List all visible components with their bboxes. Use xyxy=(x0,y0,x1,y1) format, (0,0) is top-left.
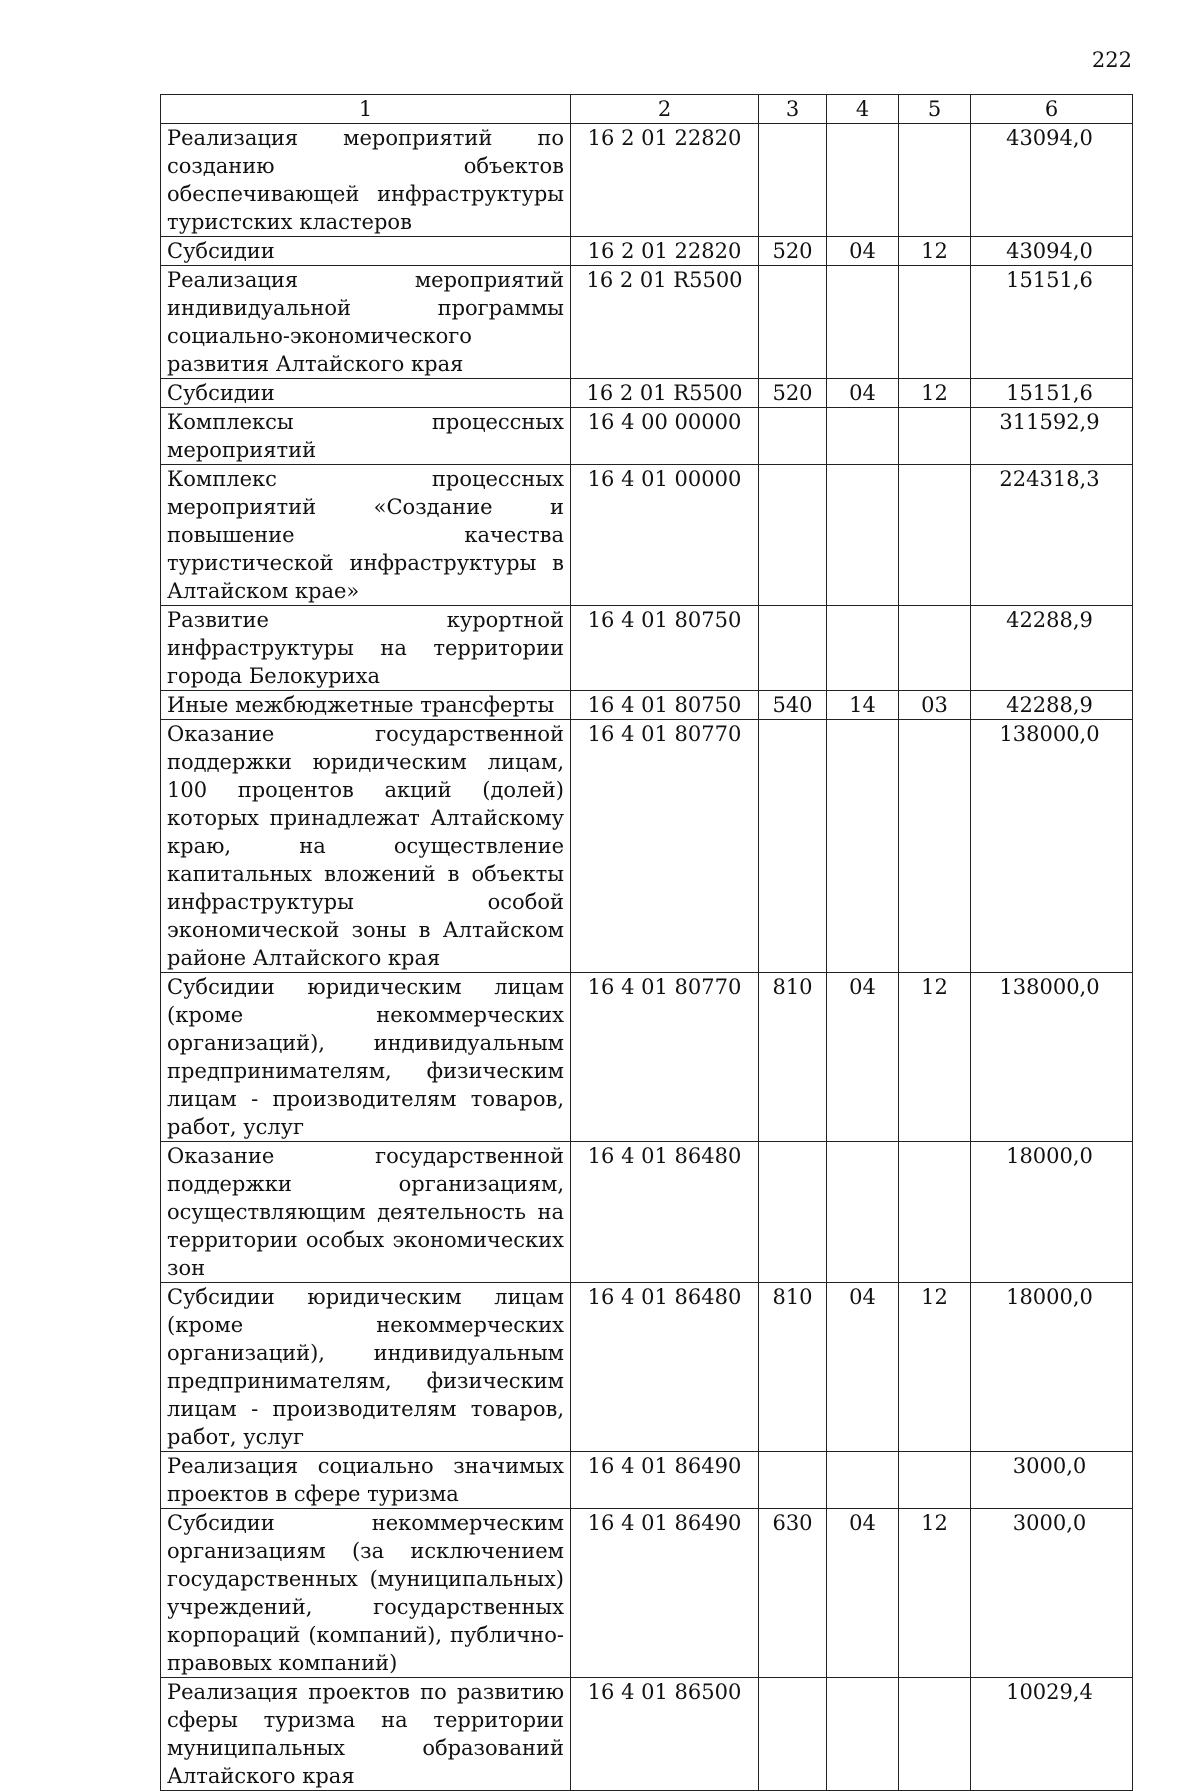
row-amount-cell: 15151,6 xyxy=(971,379,1133,408)
header-cell: 6 xyxy=(971,95,1133,124)
row-code-cell: 16 4 01 80770 xyxy=(571,973,759,1142)
row-col4-cell xyxy=(827,720,899,973)
row-amount-cell: 43094,0 xyxy=(971,124,1133,237)
row-col4-cell: 04 xyxy=(827,1283,899,1452)
row-col4-cell: 14 xyxy=(827,691,899,720)
row-name-cell: Реализация проектов по развитию сферы туризма на территории муниципальных образований Алтайского края xyxy=(161,1678,571,1791)
table-row xyxy=(161,1452,1133,1509)
row-name-cell: Субсидии юридическим лицам (кроме некоммерческих организаций), индивидуальным предпринимателям, физическим лицам - производителям товаров, работ, услуг xyxy=(161,1283,571,1452)
row-col3-cell xyxy=(759,606,827,691)
row-col4-cell xyxy=(827,408,899,465)
row-code-cell: 16 2 01 22820 xyxy=(571,124,759,237)
row-amount-cell: 3000,0 xyxy=(971,1509,1133,1678)
row-col3-cell xyxy=(759,124,827,237)
row-name-cell: Субсидии некоммерческим организациям (за исключением государственных (муниципальных) учреждений, государственных корпораций (компаний), публично-правовых компаний) xyxy=(161,1509,571,1678)
row-code-cell: 16 4 01 86490 xyxy=(571,1452,759,1509)
row-col4-cell: 04 xyxy=(827,237,899,266)
row-col4-cell xyxy=(827,1678,899,1791)
row-col4-cell xyxy=(827,465,899,606)
table-row xyxy=(161,1283,1133,1452)
table-header-row xyxy=(161,95,1133,124)
row-amount-cell: 138000,0 xyxy=(971,720,1133,973)
row-name-cell: Реализация социально значимых проектов в сфере туризма xyxy=(161,1452,571,1509)
row-col3-cell: 540 xyxy=(759,691,827,720)
row-col5-cell xyxy=(899,465,971,606)
row-col3-cell xyxy=(759,408,827,465)
header-cell: 3 xyxy=(759,95,827,124)
row-amount-cell: 18000,0 xyxy=(971,1283,1133,1452)
row-col5-cell: 03 xyxy=(899,691,971,720)
row-col3-cell: 810 xyxy=(759,1283,827,1452)
row-col5-cell: 12 xyxy=(899,379,971,408)
row-code-cell: 16 4 01 86480 xyxy=(571,1283,759,1452)
row-col3-cell xyxy=(759,266,827,379)
table-row xyxy=(161,606,1133,691)
row-col5-cell: 12 xyxy=(899,973,971,1142)
budget-table xyxy=(160,94,1133,1791)
row-name-cell: Субсидии xyxy=(161,379,571,408)
table-row xyxy=(161,237,1133,266)
row-col3-cell xyxy=(759,1142,827,1283)
row-name-cell: Иные межбюджетные трансферты xyxy=(161,691,571,720)
row-code-cell: 16 4 00 00000 xyxy=(571,408,759,465)
row-col5-cell xyxy=(899,124,971,237)
table-row xyxy=(161,720,1133,973)
row-amount-cell: 42288,9 xyxy=(971,606,1133,691)
table-row xyxy=(161,266,1133,379)
row-col5-cell xyxy=(899,1142,971,1283)
row-name-cell: Комплексы процессных мероприятий xyxy=(161,408,571,465)
row-col5-cell xyxy=(899,1452,971,1509)
table-row xyxy=(161,1678,1133,1791)
row-col4-cell xyxy=(827,266,899,379)
row-code-cell: 16 4 01 86500 xyxy=(571,1678,759,1791)
table-row xyxy=(161,1509,1133,1678)
row-col4-cell xyxy=(827,1142,899,1283)
row-amount-cell: 10029,4 xyxy=(971,1678,1133,1791)
row-name-cell: Развитие курортной инфраструктуры на территории города Белокуриха xyxy=(161,606,571,691)
row-code-cell: 16 4 01 86490 xyxy=(571,1509,759,1678)
row-amount-cell: 224318,3 xyxy=(971,465,1133,606)
row-code-cell: 16 4 01 80750 xyxy=(571,691,759,720)
row-col5-cell xyxy=(899,606,971,691)
row-name-cell: Реализация мероприятий по созданию объектов обеспечивающей инфраструктуры туристских кластеров xyxy=(161,124,571,237)
table-row xyxy=(161,973,1133,1142)
row-code-cell: 16 2 01 22820 xyxy=(571,237,759,266)
row-col5-cell: 12 xyxy=(899,1509,971,1678)
header-cell: 2 xyxy=(571,95,759,124)
row-col3-cell xyxy=(759,1452,827,1509)
row-code-cell: 16 4 01 00000 xyxy=(571,465,759,606)
row-code-cell: 16 4 01 80750 xyxy=(571,606,759,691)
row-name-cell: Субсидии юридическим лицам (кроме некоммерческих организаций), индивидуальным предпринимателям, физическим лицам - производителям товаров, работ, услуг xyxy=(161,973,571,1142)
row-amount-cell: 43094,0 xyxy=(971,237,1133,266)
row-col5-cell: 12 xyxy=(899,1283,971,1452)
row-code-cell: 16 4 01 80770 xyxy=(571,720,759,973)
table-row xyxy=(161,379,1133,408)
row-amount-cell: 311592,9 xyxy=(971,408,1133,465)
row-col5-cell xyxy=(899,266,971,379)
table-row xyxy=(161,465,1133,606)
header-cell: 1 xyxy=(161,95,571,124)
row-col4-cell: 04 xyxy=(827,379,899,408)
row-name-cell: Оказание государственной поддержки юридическим лицам, 100 процентов акций (долей) которых принадлежат Алтайскому краю, на осуществление капитальных вложений в объекты инфраструктуры особой экономической зоны в Алтайском районе Алтайского края xyxy=(161,720,571,973)
row-col3-cell xyxy=(759,465,827,606)
row-amount-cell: 18000,0 xyxy=(971,1142,1133,1283)
row-amount-cell: 3000,0 xyxy=(971,1452,1133,1509)
row-name-cell: Оказание государственной поддержки организациям, осуществляющим деятельность на территории особых экономических зон xyxy=(161,1142,571,1283)
row-col4-cell xyxy=(827,606,899,691)
row-name-cell: Комплекс процессных мероприятий «Создание и повышение качества туристической инфраструктуры в Алтайском крае» xyxy=(161,465,571,606)
row-col3-cell: 520 xyxy=(759,379,827,408)
table-row xyxy=(161,1142,1133,1283)
row-col4-cell xyxy=(827,124,899,237)
table-row xyxy=(161,691,1133,720)
row-col4-cell xyxy=(827,1452,899,1509)
row-col5-cell xyxy=(899,1678,971,1791)
row-code-cell: 16 2 01 R5500 xyxy=(571,379,759,408)
row-code-cell: 16 2 01 R5500 xyxy=(571,266,759,379)
row-col4-cell: 04 xyxy=(827,1509,899,1678)
row-col3-cell: 520 xyxy=(759,237,827,266)
table-row xyxy=(161,408,1133,465)
row-col3-cell xyxy=(759,720,827,973)
header-cell: 4 xyxy=(827,95,899,124)
table-row xyxy=(161,124,1133,237)
row-name-cell: Субсидии xyxy=(161,237,571,266)
row-amount-cell: 138000,0 xyxy=(971,973,1133,1142)
row-amount-cell: 42288,9 xyxy=(971,691,1133,720)
row-col5-cell xyxy=(899,720,971,973)
row-name-cell: Реализация мероприятий индивидуальной программы социально-экономического развития Алтайского края xyxy=(161,266,571,379)
row-col3-cell: 630 xyxy=(759,1509,827,1678)
row-col3-cell xyxy=(759,1678,827,1791)
page-number: 222 xyxy=(1091,48,1132,72)
row-amount-cell: 15151,6 xyxy=(971,266,1133,379)
row-col5-cell: 12 xyxy=(899,237,971,266)
row-col4-cell: 04 xyxy=(827,973,899,1142)
row-code-cell: 16 4 01 86480 xyxy=(571,1142,759,1283)
row-col5-cell xyxy=(899,408,971,465)
header-cell: 5 xyxy=(899,95,971,124)
row-col3-cell: 810 xyxy=(759,973,827,1142)
